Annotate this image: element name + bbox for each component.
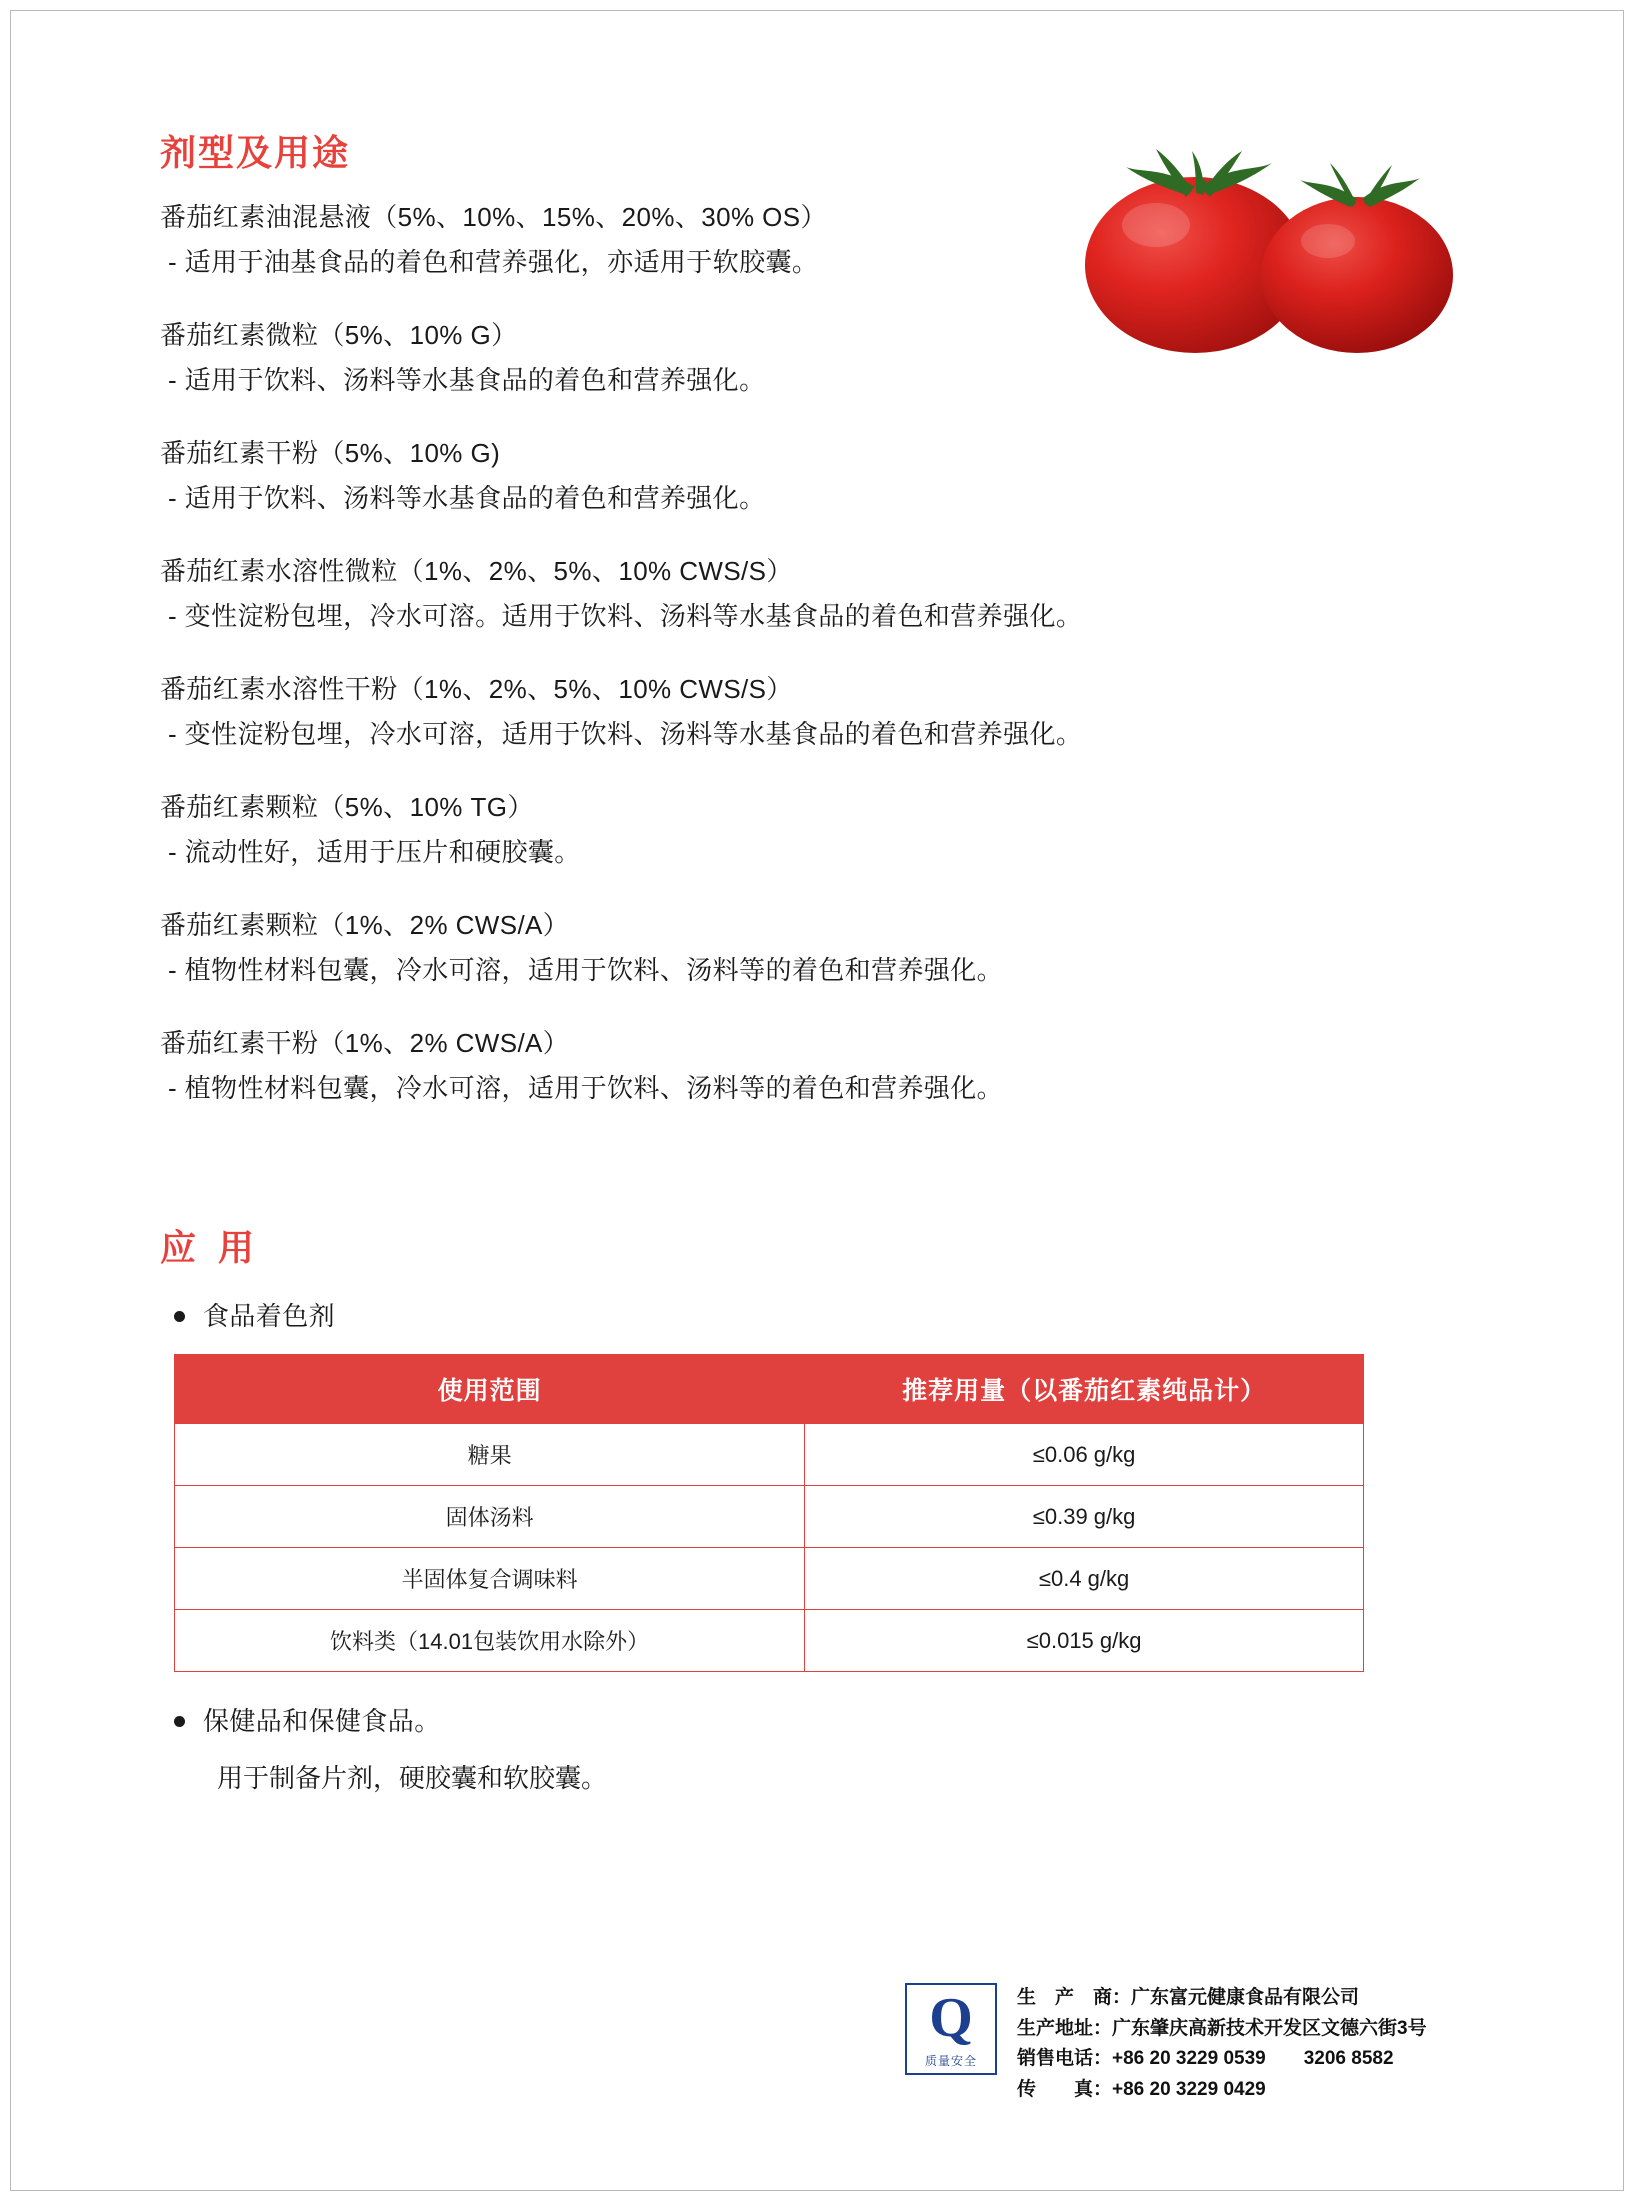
- form-description: - 变性淀粉包埋，冷水可溶。适用于饮料、汤料等水基食品的着色和营养强化。: [168, 601, 1083, 631]
- application-bullet-label: 保健品和保健食品。: [203, 1706, 441, 1736]
- form-name: 番茄红素水溶性干粉（1%、2%、5%、10% CWS/S）: [160, 674, 793, 704]
- bullet-dot-icon: [174, 1716, 185, 1727]
- table-row: [175, 1486, 1364, 1548]
- list-item: [160, 788, 1480, 872]
- form-name: 番茄红素油混悬液（5%、10%、15%、20%、30% OS）: [160, 202, 827, 232]
- table-cell-scope: 糖果: [175, 1424, 805, 1486]
- footer-manufacturer: 生 产 商：广东富元健康食品有限公司: [1017, 1986, 1360, 2008]
- footer-contact-block: [1017, 1983, 1427, 2106]
- list-item: [160, 906, 1480, 990]
- table-header-cell: 使用范围: [175, 1355, 805, 1424]
- table-cell-dosage: ≤0.4 g/kg: [805, 1548, 1364, 1610]
- section-title-application: 应 用: [160, 1227, 261, 1268]
- form-name: 番茄红素颗粒（1%、2% CWS/A）: [160, 910, 570, 940]
- table-header-cell: 推荐用量（以番茄红素纯品计）: [805, 1355, 1364, 1424]
- form-description: - 变性淀粉包埋，冷水可溶，适用于饮料、汤料等水基食品的着色和营养强化。: [168, 719, 1083, 749]
- tomato-illustration: [1060, 147, 1480, 357]
- usage-table: [174, 1354, 1364, 1672]
- bullet-dot-icon: [174, 1311, 185, 1322]
- table-row: [175, 1548, 1364, 1610]
- form-name: 番茄红素水溶性微粒（1%、2%、5%、10% CWS/S）: [160, 556, 793, 586]
- table-cell-dosage: ≤0.06 g/kg: [805, 1424, 1364, 1486]
- table-row: [175, 1424, 1364, 1486]
- form-name: 番茄红素干粉（5%、10% G): [160, 438, 501, 468]
- form-name: 番茄红素干粉（1%、2% CWS/A）: [160, 1028, 570, 1058]
- form-name: 番茄红素微粒（5%、10% G）: [160, 320, 518, 350]
- table-row: [175, 1610, 1364, 1672]
- form-description: - 适用于油基食品的着色和营养强化，亦适用于软胶囊。: [168, 247, 819, 277]
- form-description: - 植物性材料包囊，冷水可溶，适用于饮料、汤料等的着色和营养强化。: [168, 1073, 1004, 1103]
- list-item: [160, 1297, 1480, 1336]
- table-cell-dosage: ≤0.39 g/kg: [805, 1486, 1364, 1548]
- form-description: - 适用于饮料、汤料等水基食品的着色和营养强化。: [168, 483, 766, 513]
- application-bullet-subtext: 用于制备片剂，硬胶囊和软胶囊。: [217, 1763, 608, 1793]
- section-title-dosage-forms: 剂型及用途: [160, 132, 351, 173]
- footer: [905, 1983, 1427, 2106]
- application-note: [160, 1702, 1480, 1798]
- list-item: [160, 1024, 1480, 1108]
- footer-address: 生产地址：广东肇庆高新技术开发区文德六街3号: [1017, 2017, 1427, 2039]
- application-bullet-label: 食品着色剂: [203, 1301, 336, 1331]
- list-item: [160, 434, 1480, 518]
- page-content: [160, 125, 1480, 1798]
- tomato-photo: [1060, 147, 1480, 357]
- table-cell-scope: 半固体复合调味料: [175, 1548, 805, 1610]
- form-name: 番茄红素颗粒（5%、10% TG）: [160, 792, 534, 822]
- table-header-row: [175, 1355, 1364, 1424]
- form-description: - 适用于饮料、汤料等水基食品的着色和营养强化。: [168, 365, 766, 395]
- form-description: - 植物性材料包囊，冷水可溶，适用于饮料、汤料等的着色和营养强化。: [168, 955, 1004, 985]
- form-description: - 流动性好，适用于压片和硬胶囊。: [168, 837, 581, 867]
- table-cell-scope: 固体汤料: [175, 1486, 805, 1548]
- qs-quality-safety-icon: [905, 1983, 997, 2075]
- qs-logo-caption: 质量安全: [924, 2053, 977, 2068]
- list-item: [160, 552, 1480, 636]
- list-item: [160, 670, 1480, 754]
- footer-fax: 传 真：+86 20 3229 0429: [1017, 2079, 1266, 2101]
- qs-logo-letter: Q: [929, 1986, 973, 2049]
- table-cell-scope: 饮料类（14.01包装饮用水除外）: [175, 1610, 805, 1672]
- table-cell-dosage: ≤0.015 g/kg: [805, 1610, 1364, 1672]
- application-section: [160, 1220, 1480, 1798]
- footer-sales-phone: 销售电话：+86 20 3229 0539 3206 8582: [1017, 2048, 1394, 2070]
- list-item: [160, 1702, 1480, 1741]
